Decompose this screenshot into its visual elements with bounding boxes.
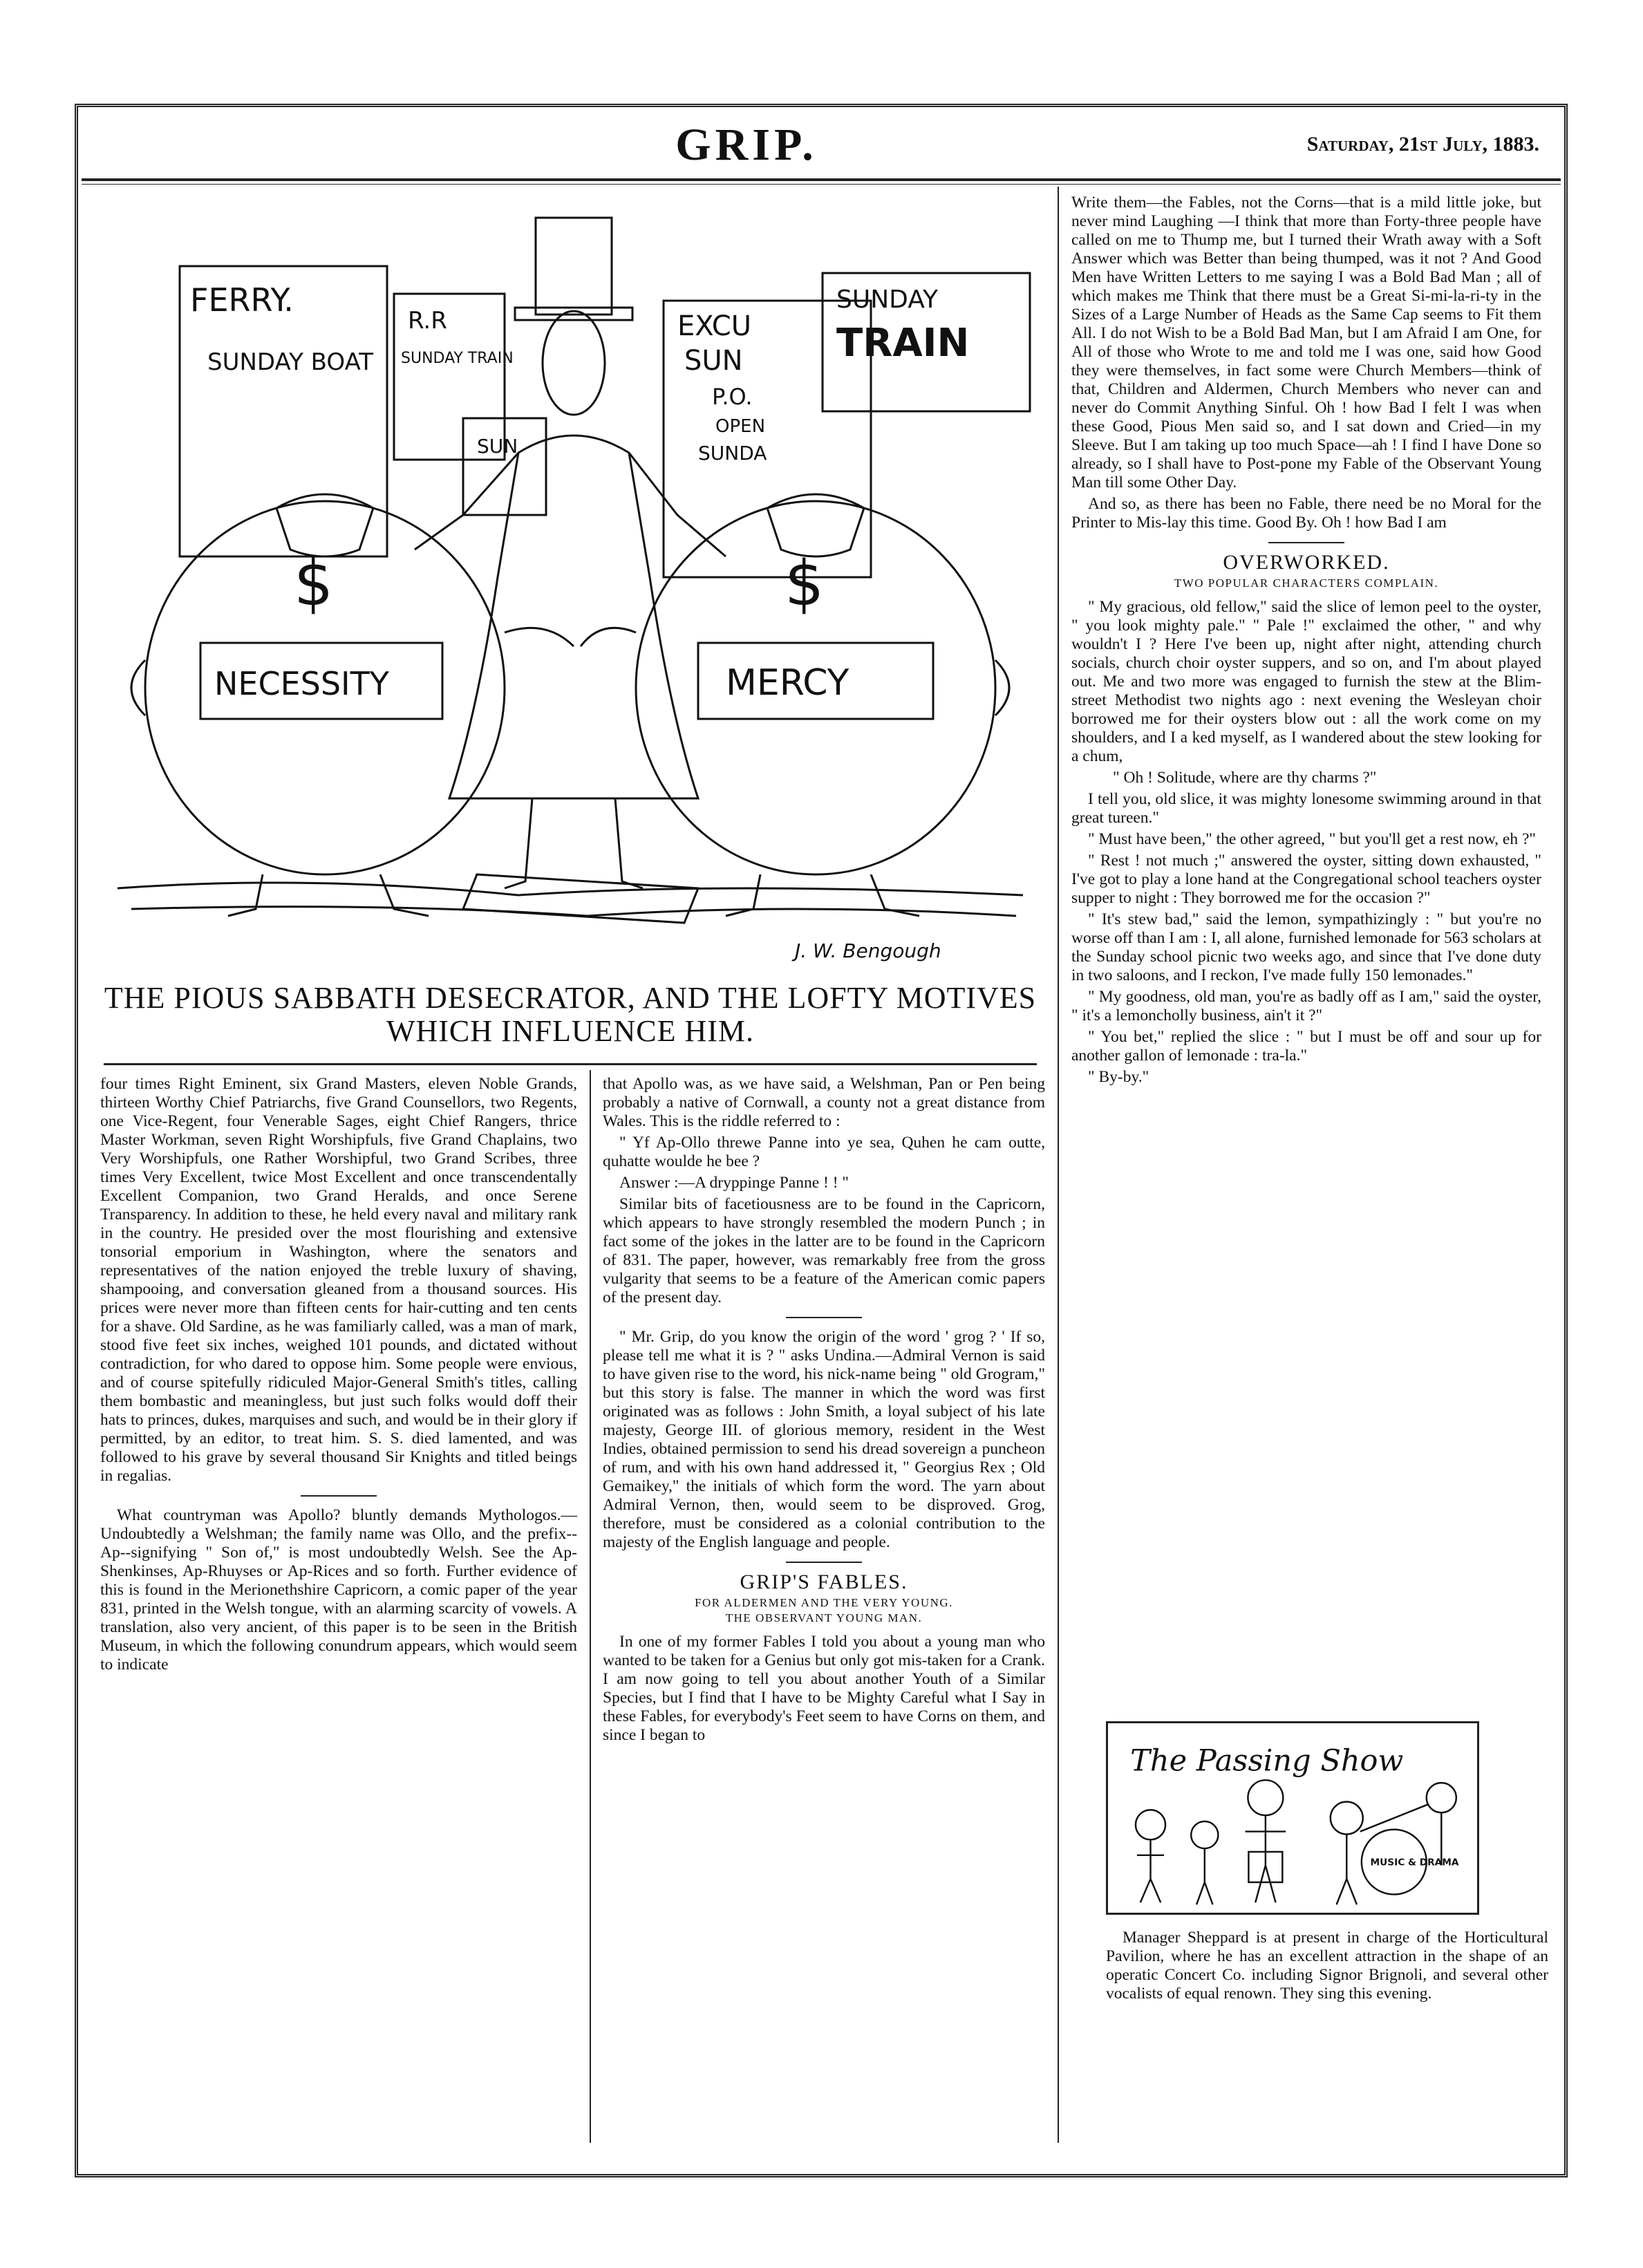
passing-show-illustration bbox=[1106, 1721, 1479, 1915]
riddle-line: " Yf Ap-Ollo threwe Panne into ye sea, Quhen he cam outte, quhatte woulde he bee ? bbox=[603, 1134, 1045, 1170]
article-paragraph: " You bet," replied the slice : " but I must be off and sour up for another gallon of lemonade : tra-la." bbox=[1071, 1028, 1541, 1065]
article-paragraph: I tell you, old slice, it was mighty lonesome swimming around in that great tureen." bbox=[1071, 790, 1541, 827]
top-hat bbox=[536, 218, 612, 315]
article-paragraph: " It's stew bad," said the lemon, sympathizingly : " but you're no worse off than I am : I, all alone, furnished lemonade for 563 scholars at the Sunday school picnic two weeks ago, and since that I've done duty in two saloons, and I reckon, I've made fully 150 lemonades." bbox=[1071, 910, 1541, 984]
bag-label-necessity: NECESSITY bbox=[214, 665, 389, 702]
artist-signature: J. W. Bengough bbox=[795, 939, 941, 962]
separator bbox=[301, 1495, 377, 1497]
overworked-heading: OVERWORKED. bbox=[1223, 551, 1390, 574]
article-paragraph: " Rest ! not much ;" answered the oyster, sitting down exhausted, " I've got to play a lone hand at the Congregational school teachers oyster supper to night : They borrowed me for the occasion ?" bbox=[1071, 852, 1541, 907]
fables-subheading-line-1: FOR ALDERMEN AND THE VERY YOUNG. bbox=[695, 1596, 953, 1609]
drum-label: MUSIC & DRAMA bbox=[1370, 1857, 1459, 1868]
article-paragraph: that Apollo was, as we have said, a Welshman, Pan or Pen being probably a native of Cornwall, a county not a great distance from Wales. This is the riddle referred to : bbox=[603, 1075, 1045, 1130]
masthead-rule bbox=[82, 178, 1561, 181]
article-paragraph: In one of my former Fables I told you about a young man who wanted to be taken for a Genius but only got mis-taken for a Crank. I am now going to tell you about another Youth of a Similar Species, but I find that I have to be Mighty Careful what I Say in these Fables, for everybody's Feet seem to have Corns on them, and since I began to bbox=[603, 1633, 1045, 1744]
fables-subheading-line-2: THE OBSERVANT YOUNG MAN. bbox=[725, 1611, 923, 1624]
sign-sun-2: SUN bbox=[684, 345, 743, 377]
article-paragraph: " My gracious, old fellow," said the slice of lemon peel to the oyster, " you look mighty pale." " Pale !" exclaimed the other, " and why wouldn't I ? Here I've been up, night after night, attending church socials, church choir oyster suppers, and so on, and I'm about played out. Me and two more was engaged to furnish the stew at the Blim-street Methodist two nights ago : next evening the Wesleyan choir borrowed me for their oysters blow out : all the work come on my shoulders, and I a ked myself, as I wandered about the stew looking for a chum, bbox=[1071, 598, 1541, 765]
article-paragraph: " My goodness, old man, you're as badly off as I am," said the oyster, " it's a lemoncholly business, ain't it ?" bbox=[1071, 988, 1541, 1024]
sign-sunday: SUNDAY bbox=[836, 285, 939, 314]
sign-rr-sunday-train: SUNDAY TRAIN bbox=[401, 350, 514, 367]
separator bbox=[1268, 542, 1344, 543]
sign-train: TRAIN bbox=[836, 321, 970, 366]
sign-sunday-boat: SUNDAY BOAT bbox=[207, 348, 373, 376]
sign-open: OPEN bbox=[715, 416, 766, 437]
bag-label-mercy: MERCY bbox=[726, 662, 849, 704]
masthead-title: GRIP. bbox=[675, 120, 818, 170]
article-paragraph: " By-by." bbox=[1088, 1068, 1149, 1086]
trampled-paper bbox=[463, 874, 698, 923]
article-paragraph: What countryman was Apollo? bluntly demands Mythologos.—Undoubtedly a Welshman; the family name was Ollo, and the prefix--Ap--signifying " Son of," is most undoubtedly Welsh. See the Ap-Shenkinses, Ap-Rhuyses or Ap-Rices and so forth. Further evidence of this is found in the Merionethshire Capricorn, a comic paper of the year 831, printed in the Welsh tongue, with an alarming scarcity of vowels. A translation, also very ancient, of this paper is to be seen in the British Museum, in which the following conundrum appears, which would seem to indicate bbox=[100, 1506, 577, 1674]
issue-date: Saturday, 21st July, 1883. bbox=[1306, 133, 1539, 156]
overworked-subheading: TWO POPULAR CHARACTERS COMPLAIN. bbox=[1174, 577, 1439, 590]
dollar-sign-left: $ bbox=[294, 547, 334, 620]
cartoon-illustration bbox=[104, 190, 1037, 978]
fables-subheading bbox=[603, 1595, 1045, 1626]
separator bbox=[786, 1562, 862, 1563]
dollar-sign-right: $ bbox=[785, 547, 825, 620]
column-divider bbox=[590, 1070, 591, 2143]
article-paragraph: " Must have been," the other agreed, " but you'll get a rest now, eh ?" bbox=[1088, 830, 1536, 848]
article-paragraph: Similar bits of facetiousness are to be found in the Capricorn, which appears to have strongly resembled the modern Punch ; in fact some of the jokes in the latter are to be found in the Capricorn of 831. The paper, however, was remarkably free from the gross vulgarity that seems to be a feature of the American comic papers of the present day. bbox=[603, 1195, 1045, 1306]
column-divider bbox=[1058, 187, 1059, 2143]
separator bbox=[786, 1317, 862, 1318]
sign-excursion: EXCU bbox=[677, 310, 751, 342]
sign-rr: R.R bbox=[408, 307, 447, 335]
article-paragraph: Manager Sheppard is at present in charge of the Horticultural Pavilion, where he has an excellent attraction in the shape of an operatic Concert Co. including Signor Brignoli, and several other vocalists of equal renown. They sing this evening. bbox=[1106, 1929, 1548, 2003]
article-paragraph: " Oh ! Solitude, where are thy charms ?" bbox=[1113, 769, 1377, 787]
column-3-bottom bbox=[1106, 1929, 1548, 2006]
caption-line-1: THE PIOUS SABBATH DESECRATOR, AND THE LOFTY MOTIVES bbox=[104, 981, 1037, 1015]
cartoon-bottom-rule bbox=[104, 1063, 1037, 1065]
riddle-answer: Answer :—A dryppinge Panne ! ! " bbox=[619, 1174, 849, 1192]
sign-sunda: SUNDA bbox=[698, 442, 767, 465]
cartoon-caption bbox=[104, 982, 1037, 1048]
sign-po: P.O. bbox=[712, 384, 753, 410]
masthead-rule-thin bbox=[82, 184, 1561, 185]
article-paragraph: Write them—the Fables, not the Corns—that is a mild little joke, but never mind Laughing —I think that more than Forty-three people have called on me to Thump me, but I turned their Wrath away with a Soft Answer which was Better than being thumped, was it not ? And Good Men have Written Letters to me saying I was a Bold Bad Man ; all of which makes me Think that there must be a Great Si-mi-la-ri-ty in the Sizes of a Large Number of Heads as the Same Cap seems to Fit them All. I do not Wish to be a Bold Bad Man, but I am Afraid I am One, for All of those who Wrote to me and told me I was one, said how Good they were themselves, in fact some were Church Members—think of that, Children and Aldermen, Church Members who never can and never do Commit Anything Sinful. Oh ! how Bad I felt I was when these Good, Pious Men said so, and I sat down and Cried—in my Sleeve. But I am taking up too much Space—ah ! I find I have Done so already, so I shall have to Post-pone my Fable of the Observant Young Man till some Other Day. bbox=[1071, 194, 1541, 491]
fables-heading: GRIP'S FABLES. bbox=[740, 1571, 908, 1593]
article-paragraph: " Mr. Grip, do you know the origin of the word ' grog ? ' If so, please tell me what it is ? " asks Undina.—Admiral Vernon is said to have given rise to the word, his nick-name being " old Grogram," but this story is false. The manner in which the word was first originated was as follows : John Smith, a loyal subject of his late majesty, George III. of glorious memory, resident in the West Indies, obtained permission to send his dread sovereign a puncheon of rum, and with his own hand addressed it, " Georgius Rex ; Old Gemaikey," the initials of which form the word. The yarn about Admiral Vernon, then, would seem to be disproved. Grog, therefore, must be considered as a colonial contribution to the majesty of the English language and people. bbox=[603, 1328, 1045, 1551]
sign-ferry: FERRY. bbox=[190, 281, 294, 319]
sign-sun: SUN bbox=[477, 435, 518, 458]
column-1 bbox=[100, 1075, 577, 1677]
article-paragraph: four times Right Eminent, six Grand Masters, eleven Noble Grands, thirteen Worthy Chief Patriarchs, five Grand Counsellors, two Regents, one Vice-Regent, four Venerable Sages, eight Chief Rangers, thrice Master Workman, seven Right Worshipfuls, five Grand Chaplains, two Very Worshipfuls, one Rather Worshipful, two Grand Scribes, three times Very Excellent, twice Most Excellent and once transcendentally Excellent Companion, two Grand Heralds, and once Serene Transparency. In addition to these, he held every naval and military rank in the country. He presided over the most flourishing and extensive tonsorial emporium in Washington, where the senators and representatives of the nation enjoyed the treble luxury of shaving, shampooing, and conversation gleaned from a thousand sources. His prices were never more than fifteen cents for hair-cutting and ten cents for a shave. Old Sardine, as he was familiarly called, was a man of mark, stood five feet six inches, weighed 101 pounds, and dictated without contradiction, for who dared to oppose him. Some people were envious, and of course spitefully ridiculed Major-General Smith's titles, calling them bombastic and meaningless, but just such folks would doff their hats to princes, dukes, marquises and such, and would be in their glory if permitted, by an editor, to treat him. S. S. died lamented, and was followed to his grave by several thousand Sir Knights and titled beings in regalias. bbox=[100, 1075, 577, 1485]
column-2 bbox=[603, 1075, 1045, 1747]
passing-show-title: The Passing Show bbox=[1130, 1743, 1404, 1779]
article-paragraph: And so, as there has been no Fable, there need be no Moral for the Printer to Mis-lay this time. Good By. Oh ! how Bad I am bbox=[1071, 495, 1541, 532]
column-3 bbox=[1071, 194, 1541, 1089]
caption-line-2: WHICH INFLUENCE HIM. bbox=[386, 1014, 755, 1048]
